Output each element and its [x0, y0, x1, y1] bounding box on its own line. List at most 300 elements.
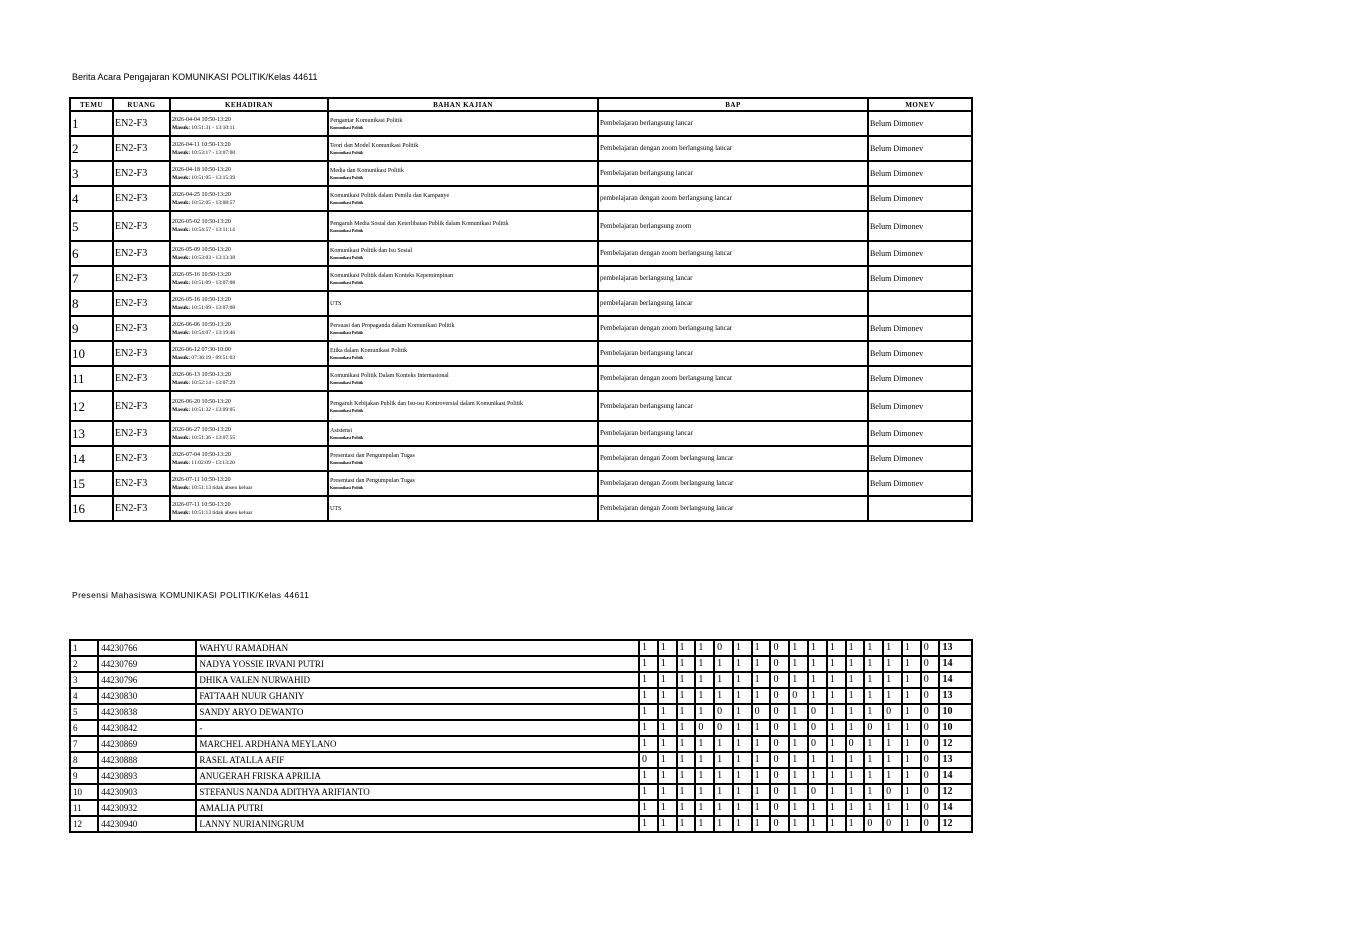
student-row: [70, 768, 972, 784]
attendance-time: 07:36:19 - 09:51:03: [191, 354, 236, 361]
attendance-mark: 1: [883, 800, 902, 816]
attendance-mark: 1: [846, 800, 865, 816]
attendance-mark: 0: [921, 800, 940, 816]
attendance-label: Masuk:: [172, 407, 191, 413]
meeting-bap: Pembelajaran berlangsung lancar: [598, 341, 868, 366]
attendance-mark: 1: [752, 800, 771, 816]
header-monev: MONEV: [868, 98, 972, 111]
attendance-mark: 1: [846, 720, 865, 736]
attendance-mark: 1: [789, 720, 808, 736]
attendance-mark: 1: [695, 736, 714, 752]
attendance-mark: 1: [658, 816, 677, 832]
attendance-time: 10:51:09 - 13:07:08: [191, 279, 236, 286]
student-name: NADYA YOSSIE IRVANI PUTRI: [196, 656, 639, 672]
student-nim: 44230796: [98, 672, 196, 688]
student-name: AMALIA PUTRI: [196, 800, 639, 816]
attendance-total: 13: [939, 752, 972, 768]
attendance-mark: 1: [883, 672, 902, 688]
attendance-mark: 1: [902, 816, 921, 832]
student-row: [70, 800, 972, 816]
student-nim: 44230932: [98, 800, 196, 816]
attendance-line: [172, 355, 235, 361]
attendance-mark: 1: [789, 640, 808, 656]
bap-header-row: [70, 98, 972, 111]
meeting-monev: Belum Dimonev: [868, 266, 972, 291]
attendance-mark: 1: [733, 704, 752, 720]
attendance-mark: 0: [808, 704, 827, 720]
attendance-mark: 0: [770, 784, 789, 800]
meeting-room: EN2-F3: [113, 161, 170, 186]
meeting-bap: Pembelajaran dengan Zoom berlangsung lancar: [598, 446, 868, 471]
attendance-mark: 1: [883, 752, 902, 768]
attendance-mark: 1: [864, 784, 883, 800]
meeting-number: 7: [70, 266, 113, 291]
attendance-label: Masuk:: [172, 124, 191, 131]
attendance-mark: 0: [846, 736, 865, 752]
attendance-mark: 1: [902, 752, 921, 768]
course-name: Komunikasi Politik: [330, 255, 364, 260]
attendance-mark: 0: [921, 656, 940, 672]
attendance-mark: 1: [714, 688, 733, 704]
attendance-mark: 1: [902, 800, 921, 816]
attendance-mark: 0: [864, 816, 883, 832]
attendance-label: Masuk:: [172, 174, 191, 181]
meeting-attendance: [170, 291, 328, 316]
attendance-mark: 1: [808, 656, 827, 672]
meeting-topic: Pengantar Komunikasi Politik: [330, 118, 403, 124]
meeting-schedule: 2026-05-16 10:50-13:20: [172, 296, 231, 303]
attendance-label: Masuk:: [172, 459, 191, 466]
meeting-topic-cell: [328, 291, 598, 316]
attendance-line: [172, 380, 235, 386]
course-name: Komunikasi Politik: [330, 435, 364, 440]
meeting-topic-cell: [328, 471, 598, 496]
meeting-attendance: [170, 391, 328, 421]
attendance-mark: 0: [770, 672, 789, 688]
attendance-mark: 1: [733, 800, 752, 816]
student-nim: 44230838: [98, 704, 196, 720]
student-name: RASEL ATALLA AFIF: [196, 752, 639, 768]
attendance-mark: 0: [714, 640, 733, 656]
meeting-schedule: 2026-06-13 10:50-13:20: [172, 371, 231, 378]
attendance-mark: 1: [695, 752, 714, 768]
attendance-total: 12: [939, 816, 972, 832]
meeting-attendance: [170, 241, 328, 266]
attendance-mark: 1: [677, 816, 696, 832]
attendance-mark: 1: [789, 752, 808, 768]
attendance-mark: 1: [714, 672, 733, 688]
meeting-room: EN2-F3: [113, 291, 170, 316]
attendance-mark: 1: [827, 704, 846, 720]
student-number: 7: [70, 736, 98, 752]
attendance-time: 10:53:03 - 13:13:38: [191, 254, 236, 261]
attendance-mark: 0: [714, 720, 733, 736]
attendance-mark: 1: [695, 656, 714, 672]
meeting-topic-cell: [328, 186, 598, 211]
attendance-total: 14: [939, 768, 972, 784]
student-row: [70, 720, 972, 736]
meeting-monev: [868, 291, 972, 316]
attendance-mark: 1: [677, 640, 696, 656]
attendance-mark: 0: [921, 688, 940, 704]
attendance-label: Masuk:: [172, 149, 191, 156]
attendance-mark: 1: [864, 640, 883, 656]
student-number: 5: [70, 704, 98, 720]
meeting-row: [70, 241, 972, 266]
attendance-mark: 1: [808, 800, 827, 816]
attendance-mark: 1: [789, 704, 808, 720]
attendance-mark: 1: [864, 656, 883, 672]
meeting-row: [70, 266, 972, 291]
attendance-mark: 1: [846, 768, 865, 784]
meeting-row: [70, 161, 972, 186]
attendance-mark: 1: [714, 768, 733, 784]
attendance-mark: 1: [864, 688, 883, 704]
meeting-number: 14: [70, 446, 113, 471]
attendance-mark: 0: [921, 672, 940, 688]
attendance-label: Masuk:: [172, 354, 191, 361]
meeting-number: 16: [70, 496, 113, 521]
attendance-mark: 1: [695, 640, 714, 656]
meeting-bap: Pembelajaran berlangsung lancar: [598, 391, 868, 421]
attendance-mark: 1: [658, 752, 677, 768]
attendance-mark: 1: [883, 640, 902, 656]
student-number: 6: [70, 720, 98, 736]
meeting-schedule: 2026-06-27 10:50-13:20: [172, 426, 231, 433]
meeting-schedule: 2026-07-04 10:50-13:20: [172, 451, 231, 458]
course-name: Komunikasi Politik: [330, 227, 364, 233]
meeting-schedule: 2026-04-25 10:50-13:20: [172, 191, 231, 198]
meeting-bap: Pembelajaran berlangsung lancar: [598, 161, 868, 186]
student-nim: 44230842: [98, 720, 196, 736]
attendance-mark: 1: [639, 688, 658, 704]
attendance-mark: 1: [752, 752, 771, 768]
header-bahan-kajian: BAHAN KAJIAN: [328, 98, 598, 111]
meeting-topic-cell: [328, 366, 598, 391]
meeting-room: EN2-F3: [113, 446, 170, 471]
attendance-mark: 0: [770, 640, 789, 656]
attendance-time: 10:54:57 - 13:11:14: [191, 227, 235, 233]
attendance-label: Masuk:: [172, 329, 191, 336]
meeting-room: EN2-F3: [113, 496, 170, 521]
attendance-mark: 1: [658, 656, 677, 672]
course-name: Komunikasi Politik: [330, 175, 364, 180]
attendance-mark: 0: [921, 784, 940, 800]
attendance-mark: 0: [770, 752, 789, 768]
meeting-monev: Belum Dimonev: [868, 136, 972, 161]
attendance-mark: 0: [770, 688, 789, 704]
meeting-topic: Etika dalam Komunikasi Politik: [330, 348, 408, 354]
student-name: WAHYU RAMADHAN: [196, 640, 639, 656]
student-name: MARCHEL ARDHANA MEYLANO: [196, 736, 639, 752]
meeting-row: [70, 366, 972, 391]
attendance-mark: 1: [902, 768, 921, 784]
attendance-mark: 1: [752, 640, 771, 656]
attendance-mark: 1: [752, 656, 771, 672]
attendance-mark: 1: [827, 736, 846, 752]
meeting-monev: Belum Dimonev: [868, 186, 972, 211]
student-row: [70, 688, 972, 704]
meeting-room: EN2-F3: [113, 366, 170, 391]
attendance-mark: 0: [883, 816, 902, 832]
attendance-mark: 1: [789, 736, 808, 752]
attendance-mark: 1: [827, 672, 846, 688]
course-name: Komunikasi Politik: [330, 407, 364, 413]
attendance-mark: 1: [846, 816, 865, 832]
meeting-monev: Belum Dimonev: [868, 391, 972, 421]
student-number: 1: [70, 640, 98, 656]
attendance-mark: 1: [714, 736, 733, 752]
attendance-mark: 0: [770, 704, 789, 720]
meeting-bap: Pembelajaran dengan zoom berlangsung lancar: [598, 366, 868, 391]
meeting-number: 12: [70, 391, 113, 421]
meeting-topic: Media dan Komunikasi Politik: [330, 168, 404, 174]
student-name: STEFANUS NANDA ADITHYA ARIFIANTO: [196, 784, 639, 800]
student-number: 4: [70, 688, 98, 704]
meeting-topic: Teori dan Model Komunikasi Politik: [330, 143, 419, 149]
student-nim: 44230893: [98, 768, 196, 784]
attendance-mark: 1: [639, 784, 658, 800]
meeting-topic: UTS: [330, 300, 342, 307]
attendance-mark: 1: [695, 704, 714, 720]
attendance-mark: 1: [846, 656, 865, 672]
student-number: 10: [70, 784, 98, 800]
attendance-mark: 1: [658, 720, 677, 736]
student-nim: 44230888: [98, 752, 196, 768]
student-row: [70, 816, 972, 832]
attendance-label: Masuk:: [172, 434, 191, 441]
meeting-room: EN2-F3: [113, 186, 170, 211]
attendance-mark: 1: [714, 816, 733, 832]
meeting-row: [70, 211, 972, 241]
meeting-monev: Belum Dimonev: [868, 241, 972, 266]
meeting-row: [70, 341, 972, 366]
attendance-mark: 1: [677, 736, 696, 752]
meeting-schedule: 2026-04-18 10:50-13:20: [172, 166, 231, 173]
attendance-mark: 0: [921, 752, 940, 768]
attendance-mark: 1: [695, 672, 714, 688]
attendance-line: [172, 227, 235, 233]
student-number: 3: [70, 672, 98, 688]
attendance-mark: 1: [902, 656, 921, 672]
meeting-number: 3: [70, 161, 113, 186]
attendance-mark: 0: [921, 704, 940, 720]
attendance-mark: 1: [883, 720, 902, 736]
meeting-room: EN2-F3: [113, 211, 170, 241]
attendance-mark: 1: [827, 816, 846, 832]
meeting-topic: Komunikasi Politik dalam Konteks Kepemimpinan: [330, 273, 453, 279]
meeting-topic: UTS: [330, 505, 342, 512]
course-name: Komunikasi Politik: [330, 280, 364, 285]
bap-table: [69, 97, 973, 522]
attendance-mark: 1: [733, 640, 752, 656]
student-name: SANDY ARYO DEWANTO: [196, 704, 639, 720]
attendance-mark: 0: [639, 752, 658, 768]
header-temu: TEMU: [70, 98, 113, 111]
meeting-schedule: 2026-06-12 07:30-10:00: [172, 346, 231, 353]
meeting-bap: Pembelajaran berlangsung lancar: [598, 111, 868, 136]
attendance-mark: 1: [846, 672, 865, 688]
attendance-mark: 1: [677, 688, 696, 704]
attendance-mark: 1: [752, 672, 771, 688]
meeting-topic-cell: [328, 241, 598, 266]
attendance-mark: 1: [846, 752, 865, 768]
attendance-mark: 1: [658, 768, 677, 784]
attendance-mark: 1: [846, 688, 865, 704]
meeting-attendance: [170, 421, 328, 446]
header-kehadiran: KEHADIRAN: [170, 98, 328, 111]
attendance-mark: 1: [714, 800, 733, 816]
student-number: 11: [70, 800, 98, 816]
student-nim: 44230903: [98, 784, 196, 800]
meeting-room: EN2-F3: [113, 391, 170, 421]
attendance-mark: 1: [902, 688, 921, 704]
meeting-number: 10: [70, 341, 113, 366]
meeting-schedule: 2026-04-11 10:50-13:20: [172, 141, 231, 148]
meeting-schedule: 2026-07-11 10:50-13:20: [172, 501, 231, 508]
student-row: [70, 672, 972, 688]
attendance-label: Masuk:: [172, 254, 191, 261]
attendance-mark: 1: [827, 800, 846, 816]
attendance-line: [172, 485, 252, 491]
meeting-monev: Belum Dimonev: [868, 161, 972, 186]
attendance-mark: 1: [902, 672, 921, 688]
meeting-bap: pembelajaran berlangsung lancar: [598, 291, 868, 316]
meeting-number: 15: [70, 471, 113, 496]
attendance-mark: 1: [808, 768, 827, 784]
attendance-line: [172, 407, 235, 413]
attendance-mark: 1: [864, 672, 883, 688]
attendance-mark: 1: [752, 768, 771, 784]
attendance-mark: 1: [827, 768, 846, 784]
student-row: [70, 656, 972, 672]
attendance-mark: 1: [902, 720, 921, 736]
meeting-attendance: [170, 341, 328, 366]
attendance-mark: 1: [733, 720, 752, 736]
attendance-total: 12: [939, 736, 972, 752]
student-nim: 44230940: [98, 816, 196, 832]
attendance-total: 13: [939, 688, 972, 704]
meeting-monev: Belum Dimonev: [868, 366, 972, 391]
attendance-line: [172, 330, 235, 336]
attendance-time: 10:53:17 - 13:07:00: [191, 149, 236, 156]
attendance-mark: 1: [789, 784, 808, 800]
attendance-mark: 0: [883, 704, 902, 720]
meeting-attendance: [170, 111, 328, 136]
meeting-number: 11: [70, 366, 113, 391]
meeting-row: [70, 291, 972, 316]
student-number: 12: [70, 816, 98, 832]
student-nim: 44230830: [98, 688, 196, 704]
attendance-mark: 1: [695, 768, 714, 784]
student-nim: 44230769: [98, 656, 196, 672]
meeting-attendance: [170, 161, 328, 186]
meeting-attendance: [170, 186, 328, 211]
attendance-mark: 1: [658, 672, 677, 688]
attendance-mark: 0: [770, 736, 789, 752]
attendance-mark: 1: [677, 752, 696, 768]
attendance-mark: 0: [921, 640, 940, 656]
attendance-mark: 1: [752, 816, 771, 832]
meeting-topic: Presentasi dan Pengumpulan Tugas: [330, 478, 415, 484]
attendance-time: 10:51:31 - 13:10:11: [191, 124, 235, 131]
attendance-mark: 0: [770, 800, 789, 816]
attendance-mark: 1: [677, 800, 696, 816]
attendance-mark: 1: [808, 816, 827, 832]
meeting-room: EN2-F3: [113, 471, 170, 496]
attendance-time: 10:54:07 - 13:19:46: [191, 329, 236, 336]
attendance-mark: 1: [827, 784, 846, 800]
attendance-mark: 1: [808, 752, 827, 768]
meeting-topic-cell: [328, 211, 598, 241]
attendance-mark: 0: [921, 768, 940, 784]
student-name: -: [196, 720, 639, 736]
meeting-bap: Pembelajaran dengan Zoom berlangsung lancar: [598, 496, 868, 521]
attendance-mark: 0: [808, 720, 827, 736]
attendance-total: 10: [939, 720, 972, 736]
meeting-row: [70, 111, 972, 136]
attendance-mark: 1: [733, 688, 752, 704]
student-name: LANNY NURIANINGRUM: [196, 816, 639, 832]
meeting-topic-cell: [328, 136, 598, 161]
student-row: [70, 704, 972, 720]
meeting-bap: Pembelajaran dengan zoom berlangsung lancar: [598, 241, 868, 266]
attendance-mark: 1: [639, 736, 658, 752]
attendance-mark: 1: [752, 688, 771, 704]
attendance-mark: 1: [695, 800, 714, 816]
meeting-topic: Asistensi: [330, 428, 353, 434]
meeting-monev: Belum Dimonev: [868, 211, 972, 241]
attendance-total: 10: [939, 704, 972, 720]
attendance-label: Masuk:: [172, 379, 191, 386]
attendance-mark: 0: [695, 720, 714, 736]
attendance-mark: 0: [808, 736, 827, 752]
attendance-line: [172, 175, 235, 181]
student-nim: 44230869: [98, 736, 196, 752]
meeting-schedule: 2026-07-11 10:50-13:20: [172, 476, 231, 483]
attendance-mark: 1: [733, 752, 752, 768]
attendance-time: 10:52:14 - 13:07:29: [191, 379, 236, 386]
attendance-label: Masuk:: [172, 279, 191, 286]
meeting-topic-cell: [328, 496, 598, 521]
attendance-mark: 1: [789, 800, 808, 816]
attendance-mark: 1: [864, 704, 883, 720]
meeting-topic-cell: [328, 446, 598, 471]
attendance-time: 10:51:13 tidak absen keluar: [191, 484, 253, 491]
meeting-bap: pembelajaran dengan zoom berlangsung lancar: [598, 186, 868, 211]
meeting-number: 9: [70, 316, 113, 341]
meeting-row: [70, 446, 972, 471]
attendance-mark: 0: [752, 704, 771, 720]
attendance-mark: 0: [921, 736, 940, 752]
course-name: Komunikasi Politik: [330, 150, 364, 155]
attendance-line: [172, 460, 235, 466]
attendance-mark: 0: [883, 784, 902, 800]
attendance-mark: 1: [827, 640, 846, 656]
attendance-label: Masuk:: [172, 227, 191, 233]
meeting-number: 5: [70, 211, 113, 241]
meeting-topic: Komunikasi Politik dalam Pemilu dan Kampanye: [330, 193, 450, 199]
meeting-number: 4: [70, 186, 113, 211]
attendance-total: 14: [939, 656, 972, 672]
attendance-mark: 1: [639, 720, 658, 736]
attendance-mark: 1: [695, 784, 714, 800]
meeting-bap: Pembelajaran berlangsung lancar: [598, 421, 868, 446]
attendance-mark: 1: [789, 672, 808, 688]
attendance-mark: 1: [883, 688, 902, 704]
meeting-topic-cell: [328, 421, 598, 446]
meeting-topic: Pengaruh Media Sosial dan Keterlibatan Publik dalam Komunikasi Politik: [330, 220, 509, 227]
